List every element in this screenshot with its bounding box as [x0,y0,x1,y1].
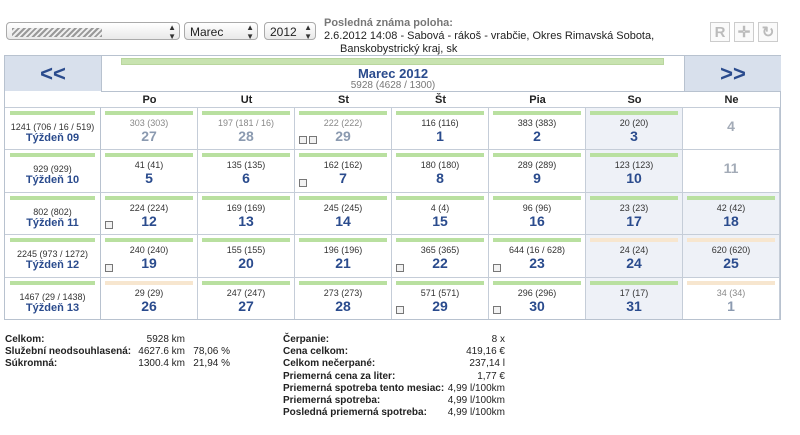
summary-row [283,346,533,358]
day-number[interactable]: 1 [727,297,735,314]
week-count: 2245 (973 / 1272) [16,249,89,260]
day-progress-bar [396,196,484,200]
day-number[interactable]: 10 [626,170,642,187]
day-progress-bar [687,196,775,200]
day-progress-bar [105,153,193,157]
day-progress-bar [299,153,387,157]
year-select[interactable] [264,22,316,40]
day-number[interactable]: 31 [626,297,642,314]
week-cell[interactable] [5,234,101,276]
day-number[interactable]: 24 [626,255,642,272]
week-progress-bar [10,153,95,157]
day-number[interactable]: 28 [238,128,254,144]
fuel-pump-icon [396,306,404,314]
day-count: 169 (169) [226,202,266,213]
day-count: 644 (16 / 628) [508,245,566,256]
fuel-pump-icon [105,221,113,229]
day-number[interactable]: 6 [242,170,250,187]
day-count: 224 (224) [129,202,169,213]
day-cell[interactable] [295,107,392,149]
week-cell[interactable] [5,277,101,319]
day-cell[interactable] [683,192,780,234]
day-number[interactable]: 8 [436,170,444,187]
summary-value: 4,99 l/100km [447,382,505,394]
week-cell[interactable] [5,149,101,191]
day-header-ut: Ut [198,91,295,108]
day-progress-bar [590,196,678,200]
fuel-pump-icon [299,136,307,144]
day-cell[interactable] [392,107,489,149]
day-progress-bar [493,153,581,157]
week-label[interactable]: Týždeň 10 [25,174,80,187]
summary-value: 1300.4 km [138,358,185,370]
week-progress-bar [10,281,95,285]
day-cell[interactable] [586,277,683,319]
day-progress-bar [493,281,581,285]
day-cell[interactable] [586,149,683,191]
day-progress-bar [299,281,387,285]
day-count: 123 (123) [614,160,654,171]
last-position-line2: Banskobystrický kraj, sk [340,43,458,55]
day-cell[interactable] [489,149,586,191]
week-count: 929 (929) [33,164,72,175]
day-count: 180 (180) [420,160,460,171]
day-number[interactable]: 22 [432,255,448,272]
day-progress-bar [493,238,581,242]
day-progress-bar [202,153,290,157]
summary-row [283,383,533,395]
day-number[interactable]: 9 [533,170,541,187]
day-count: 4 (4) [430,202,450,213]
day-progress-bar [590,281,678,285]
day-number[interactable]: 7 [339,170,347,187]
summary-fuel [283,334,533,419]
day-count: 303 (303) [129,118,169,128]
day-progress-bar [105,111,193,115]
summary-percent: 78,06 % [193,346,230,358]
day-count: 196 (196) [323,245,363,256]
select-arrows-icon: ▲ ▼ [304,23,312,40]
day-count: 116 (116) [421,118,459,128]
summary-label: Služební neodsouhlasená: [5,346,132,358]
week-cell[interactable] [5,107,101,149]
month-calendar [4,55,781,320]
summary-percent: 21,94 % [193,358,230,370]
day-progress-bar [687,281,775,285]
calendar-title[interactable]: Marec 2012 [357,66,429,81]
day-number[interactable]: 29 [432,297,448,314]
day-count: 34 (34) [716,287,746,298]
day-progress-bar [105,196,193,200]
day-count: 197 (181 / 16) [217,118,275,128]
day-cell[interactable] [586,192,683,234]
day-cell[interactable] [392,192,489,234]
day-number[interactable]: 28 [335,297,351,314]
day-count: 135 (135) [226,160,266,171]
day-cell[interactable] [489,234,586,276]
month-select[interactable] [184,22,258,40]
day-cell[interactable] [198,107,295,149]
summary-label: Cena celkom: [283,346,349,358]
day-cell[interactable] [586,234,683,276]
summary-label: Celkom: [5,334,45,345]
day-header-st: St [295,91,392,108]
summary-label: Súkromná: [5,358,58,370]
day-cell[interactable] [489,192,586,234]
day-progress-bar [396,153,484,157]
week-progress-bar [10,238,95,242]
day-count: 571 (571) [420,287,460,298]
day-cell[interactable] [392,234,489,276]
summary-row [283,407,533,419]
summary-value: 4,99 l/100km [447,407,505,419]
day-number[interactable]: 4 [727,118,735,134]
month-progress-bar [121,58,664,65]
day-cell[interactable] [392,277,489,319]
day-count: 365 (365) [420,245,460,256]
summary-value: 1,77 € [477,370,505,382]
day-count: 29 (29) [134,287,164,298]
day-count: 383 (383) [517,118,557,128]
summary-label: Priemerná spotreba tento mesiac: [283,382,445,394]
day-progress-bar [202,238,290,242]
day-progress-bar [687,238,775,242]
day-progress-bar [590,238,678,242]
day-number[interactable]: 21 [335,255,351,272]
day-count: 20 (20) [619,118,649,128]
day-progress-bar [493,111,581,115]
day-progress-bar [299,196,387,200]
day-cell[interactable] [101,234,198,276]
day-progress-bar [105,238,193,242]
day-progress-bar [396,281,484,285]
day-count: 245 (245) [323,202,363,213]
week-cell[interactable] [5,192,101,234]
week-label[interactable]: Týždeň 13 [25,301,80,314]
last-position [324,17,654,56]
week-progress-bar [10,196,95,200]
day-count: 247 (247) [226,287,266,298]
day-number[interactable]: 27 [141,128,157,144]
day-progress-bar [493,196,581,200]
day-progress-bar [299,238,387,242]
day-count: 296 (296) [517,287,557,298]
day-count: 41 (41) [134,160,164,171]
week-label[interactable]: Týždeň 12 [25,259,80,272]
day-number[interactable]: 20 [238,255,254,272]
week-label[interactable]: Týždeň 09 [25,132,80,144]
next-month-button[interactable]: >> [684,56,781,91]
summary-row [283,358,533,370]
day-number[interactable]: 30 [529,297,545,314]
day-cell[interactable] [295,149,392,191]
day-number[interactable]: 14 [335,212,351,229]
vehicle-select[interactable] [6,22,180,40]
calendar-subtitle: 5928 (4628 / 1300) [350,80,436,91]
day-progress-bar [202,281,290,285]
day-cell[interactable] [198,149,295,191]
top-toolbar [0,0,800,55]
summary-row [283,395,533,407]
day-count: 162 (162) [323,160,363,171]
day-cell[interactable] [198,277,295,319]
day-cell[interactable] [198,234,295,276]
day-count: 23 (23) [619,202,649,213]
week-count: 802 (802) [33,206,72,217]
prev-month-button[interactable]: << [5,56,102,91]
summary-value: 4,99 l/100km [447,394,505,406]
last-position-line1: 2.6.2012 14:08 - Sabová - rákoš - vrabčie, Okres Rimavská Sobota, [324,30,655,42]
day-number[interactable]: 12 [141,212,157,229]
summary-row [283,371,533,383]
week-count: 1467 (29 / 1438) [19,291,86,302]
day-count: 17 (17) [619,287,649,298]
day-count: 42 (42) [716,202,746,213]
day-progress-bar [202,111,290,115]
week-count: 1241 (706 / 16 / 519) [10,122,95,132]
redacted-vehicle-name [12,28,102,37]
day-number[interactable]: 18 [723,212,739,229]
day-progress-bar [396,111,484,115]
day-number[interactable]: 23 [529,255,545,272]
day-progress-bar [105,281,193,285]
day-number[interactable]: 15 [432,212,448,229]
summary-row [283,334,533,346]
summary-label: Čerpanie: [283,334,330,345]
year-select-value: 2012 [270,25,297,39]
fuel-pump-icon [105,264,113,272]
select-arrows-icon: ▲ ▼ [168,23,176,40]
day-number[interactable]: 16 [529,212,545,229]
day-header-št: Št [392,91,489,108]
day-cell[interactable] [295,192,392,234]
summary-value: 237,14 l [469,358,505,370]
day-cell[interactable] [683,149,780,191]
summary-value: 419,16 € [466,346,505,358]
last-position-title: Posledná známa poloha: [324,17,453,29]
fuel-pump-icon [309,136,317,144]
day-count: 96 (96) [522,202,552,213]
day-number[interactable]: 17 [626,212,642,229]
refresh-r-button[interactable]: R [710,22,730,42]
day-number[interactable]: 29 [335,128,351,144]
day-count: 155 (155) [226,245,266,256]
fuel-pump-icon [299,179,307,187]
month-select-value: Marec [190,25,224,39]
day-number[interactable]: 2 [533,128,541,144]
summary-row [5,346,265,358]
summary-label: Priemerná cena za liter: [283,370,396,382]
day-number[interactable]: 5 [145,170,153,187]
summary-value: 8 x [491,334,505,345]
summary-value: 4627.6 km [138,346,185,358]
day-header-ne: Ne [683,91,780,108]
day-progress-bar [396,238,484,242]
day-count: 222 (222) [323,118,363,128]
week-progress-bar [10,111,95,115]
day-number[interactable]: 1 [436,128,444,144]
day-cell[interactable] [101,107,198,149]
summary-row [5,358,265,370]
day-number[interactable]: 27 [238,297,254,314]
day-cell[interactable] [198,192,295,234]
fuel-pump-icon [396,264,404,272]
day-header-po: Po [101,91,198,108]
fuel-pump-icon [493,306,501,314]
day-progress-bar [590,111,678,115]
select-arrows-icon: ▲ ▼ [246,23,254,40]
day-count: 24 (24) [619,245,649,256]
day-cell[interactable] [489,277,586,319]
day-cell[interactable] [586,107,683,149]
fuel-pump-icon [493,264,501,272]
day-cell[interactable] [295,277,392,319]
day-number[interactable]: 26 [141,297,157,314]
day-number[interactable]: 25 [723,255,739,272]
day-number[interactable]: 13 [238,212,254,229]
day-number[interactable]: 3 [630,128,638,144]
day-progress-bar [202,196,290,200]
day-cell[interactable] [683,277,780,319]
day-cell[interactable] [101,192,198,234]
center-icon[interactable]: ✛ [734,22,754,42]
day-cell[interactable] [392,149,489,191]
day-count: 273 (273) [323,287,363,298]
day-cell[interactable] [101,149,198,191]
day-cell[interactable] [101,277,198,319]
summary-distance [5,334,265,371]
day-count: 289 (289) [517,160,557,171]
summary-label: Celkom nečerpané: [283,358,376,370]
day-cell[interactable] [683,234,780,276]
day-number[interactable]: 11 [723,160,739,177]
day-count: 620 (620) [711,245,751,256]
day-progress-bar [590,153,678,157]
day-number[interactable]: 19 [141,255,157,272]
day-cell[interactable] [489,107,586,149]
day-header-so: So [586,91,683,108]
week-label[interactable]: Týždeň 11 [26,216,79,229]
reload-icon[interactable]: ↻ [758,22,778,42]
day-count: 240 (240) [129,245,169,256]
day-cell[interactable] [683,107,780,149]
day-cell[interactable] [295,234,392,276]
summary-label: Posledná priemerná spotreba: [283,407,427,419]
summary-label: Priemerná spotreba: [283,394,381,406]
summary-row [5,334,265,346]
day-progress-bar [299,111,387,115]
day-header-pia: Pia [489,91,586,108]
summary-value: 5928 km [146,334,185,345]
